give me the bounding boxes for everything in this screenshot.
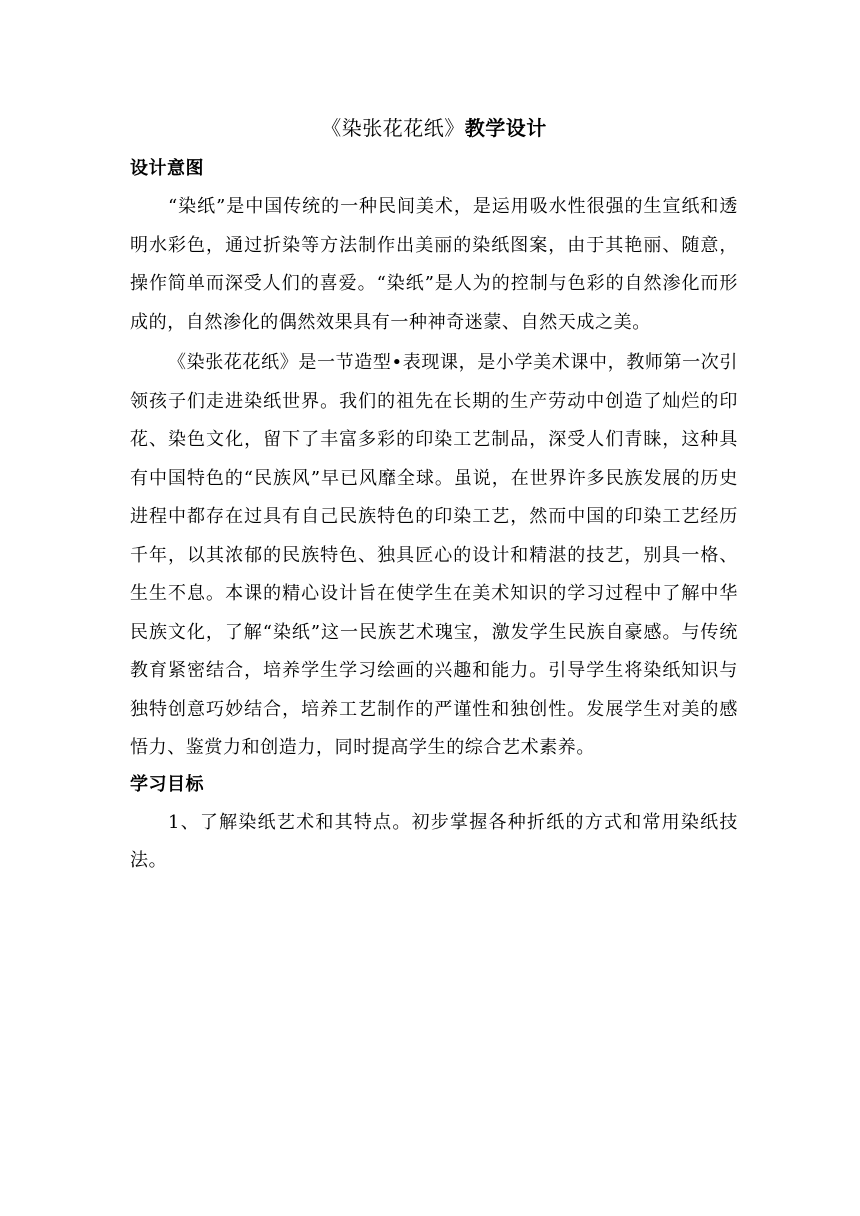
section-heading-design-intent: 设计意图 xyxy=(130,158,204,179)
document-title-quoted: 《染张花花纸》 xyxy=(321,116,465,140)
document-page xyxy=(130,112,738,883)
document-title xyxy=(130,112,738,144)
paragraph-design-intent-2: 《染张花花纸》是一节造型•表现课，是小学美术课中，教师第一次引领孩子们走进染纸世界。我们的祖先在长期的生产劳动中创造了灿烂的印花、染色文化，留下了丰富多彩的印染工艺制品，深受人们青睐，这种具有中国特色的“民族风”早已风靡全球。虽说，在世界许多民族发展的历史进程中都存在过具有自己民族特色的印染工艺，然而中国的印染工艺经历千年，以其浓郁的民族特色、独具匠心的设计和精湛的技艺，别具一格、生生不息。本课的精心设计旨在使学生在美术知识的学习过程中了解中华民族文化，了解“染纸”这一民族艺术瑰宝，激发学生民族自豪感。与传统教育紧密结合，培养学生学习绘画的兴趣和能力。引导学生将染纸知识与独特创意巧妙结合，培养工艺制作的严谨性和独创性。发展学生对美的感悟力、鉴赏力和创造力，同时提高学生的综合艺术素养。 xyxy=(130,352,738,758)
paragraph-learning-goal-1: 1、了解染纸艺术和其特点。初步掌握各种折纸的方式和常用染纸技法。 xyxy=(130,811,738,871)
paragraph-design-intent-1: “染纸”是中国传统的一种民间美术，是运用吸水性很强的生宣纸和透明水彩色，通过折染等方法制作出美丽的染纸图案，由于其艳丽、随意，操作简单而深受人们的喜爱。“染纸”是人为的控制与色彩的自然渗化而形成的，自然渗化的偶然效果具有一种神奇迷蒙、自然天成之美。 xyxy=(130,196,738,333)
document-title-rest: 教学设计 xyxy=(464,116,547,140)
section-heading-learning-goals: 学习目标 xyxy=(130,773,204,795)
